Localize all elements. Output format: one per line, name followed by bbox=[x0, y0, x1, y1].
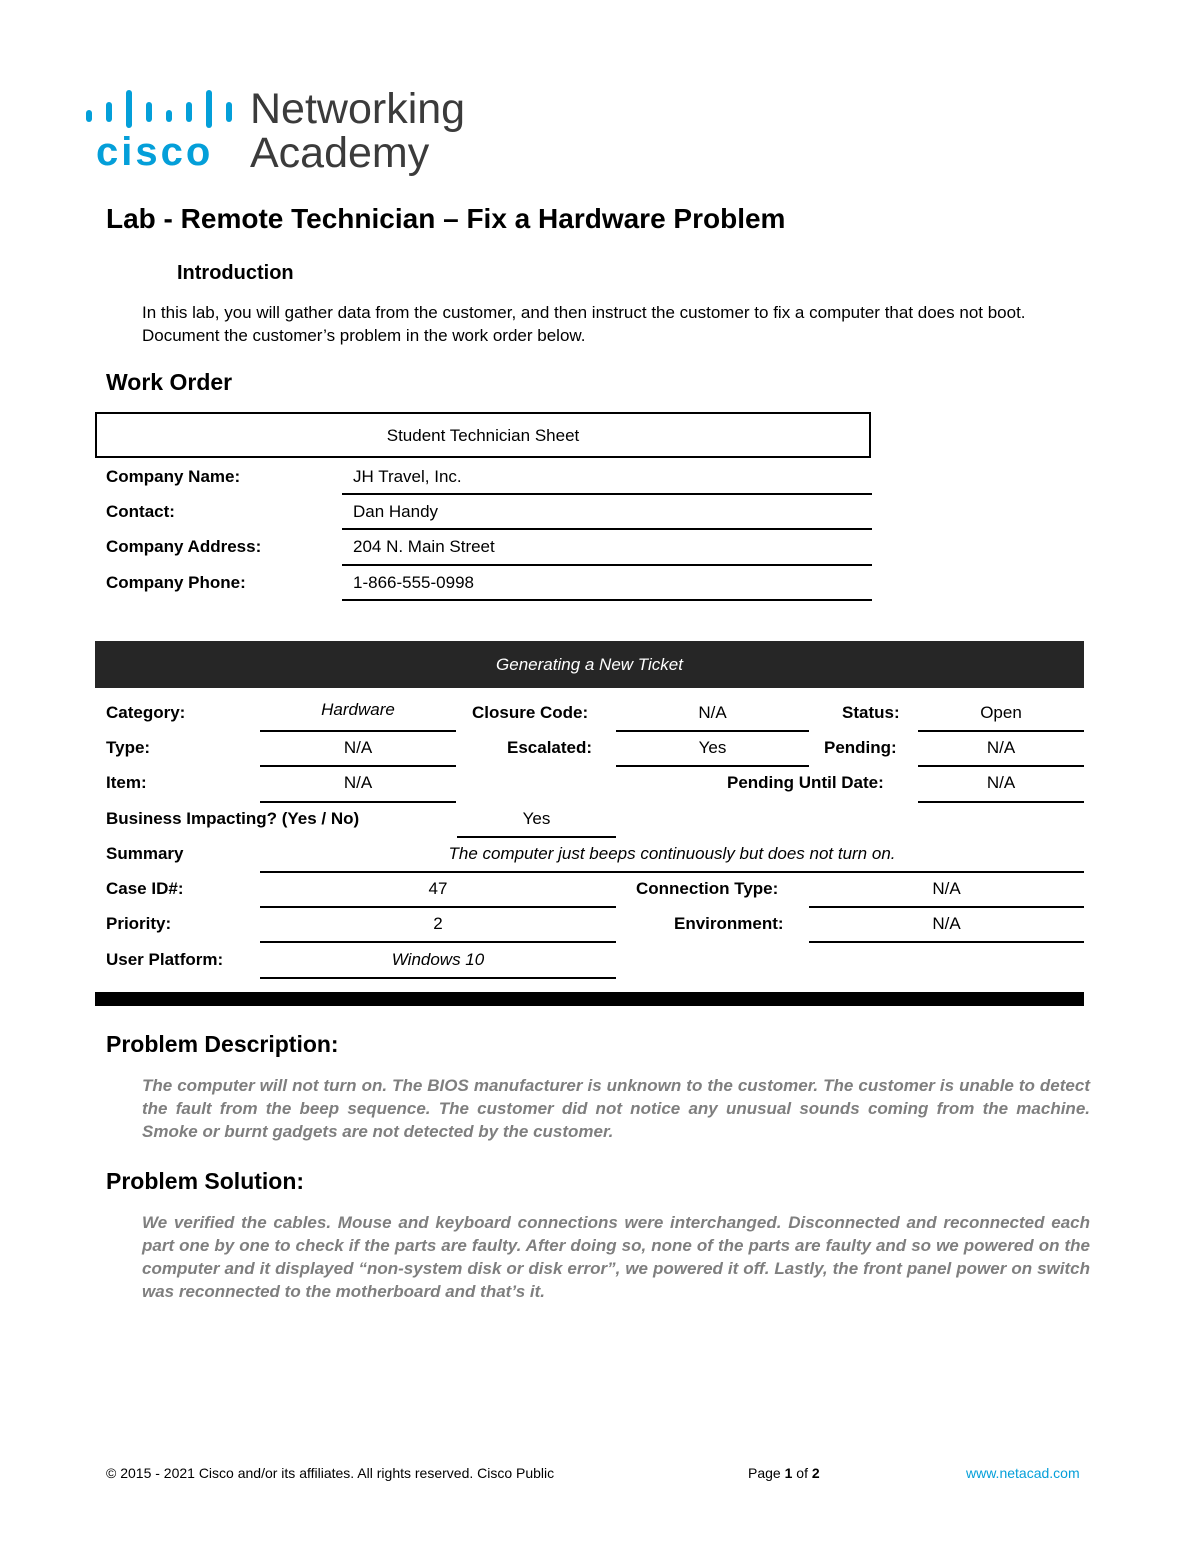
pending-until-underline bbox=[918, 801, 1084, 803]
escalated-underline bbox=[616, 765, 809, 767]
contact-value: Dan Handy bbox=[353, 502, 439, 521]
item-underline bbox=[260, 801, 456, 803]
work-order-heading: Work Order bbox=[106, 369, 233, 395]
company-phone-label: Company Phone: bbox=[106, 573, 246, 592]
pending-label: Pending: bbox=[824, 738, 897, 757]
summary-label: Summary bbox=[106, 844, 184, 863]
cisco-bars-icon bbox=[86, 90, 232, 128]
logo-academy: Academy bbox=[250, 129, 430, 177]
case-id-value: 47 bbox=[428, 879, 448, 898]
introduction-text: In this lab, you will gather data from the customer, and then instruct the customer to fix a computer that does not boot. Document the customer’s problem in the work order below. bbox=[142, 303, 1026, 345]
escalated-label: Escalated: bbox=[507, 738, 593, 757]
closure-code-label: Closure Code: bbox=[472, 703, 589, 722]
company-phone-underline bbox=[342, 599, 872, 601]
environment-value: N/A bbox=[932, 914, 961, 933]
user-platform-underline bbox=[260, 977, 616, 979]
business-impacting-label: Business Impacting? (Yes / No) bbox=[106, 809, 360, 828]
pending-underline bbox=[918, 765, 1084, 767]
business-impacting-value: Yes bbox=[522, 809, 551, 828]
problem-description-text: The computer will not turn on. The BIOS manufacturer is unknown to the customer. The customer is unable to detect the fault from the beep sequence. The customer did not notice any unusual sounds coming from the machine. Smoke or burnt gadgets are not detected by the customer. bbox=[142, 1076, 1090, 1141]
user-platform-value: Windows 10 bbox=[391, 950, 485, 969]
company-name-value: JH Travel, Inc. bbox=[353, 467, 462, 486]
priority-value: 2 bbox=[433, 914, 443, 933]
page-title: Lab - Remote Technician – Fix a Hardware Problem bbox=[106, 203, 786, 234]
case-id-underline bbox=[260, 906, 616, 908]
case-id-label: Case ID#: bbox=[106, 879, 184, 898]
footer-copyright: © 2015 - 2021 Cisco and/or its affiliates. All rights reserved. Cisco Public bbox=[106, 1465, 555, 1481]
escalated-value: Yes bbox=[698, 738, 727, 757]
netacad-link[interactable]: www.netacad.com bbox=[966, 1465, 1080, 1481]
connection-type-value: N/A bbox=[932, 879, 961, 898]
summary-value: The computer just beeps continuously but does not turn on. bbox=[448, 844, 896, 863]
company-address-underline bbox=[342, 564, 872, 566]
cisco-wordmark: cisco bbox=[96, 130, 214, 174]
sheet-title: Student Technician Sheet bbox=[386, 426, 580, 445]
pending-until-value: N/A bbox=[986, 773, 1016, 792]
page-total: 2 bbox=[811, 1465, 820, 1481]
status-label: Status: bbox=[842, 703, 900, 722]
item-value: N/A bbox=[343, 773, 373, 792]
problem-description-heading: Problem Description: bbox=[106, 1031, 339, 1057]
company-name-underline bbox=[342, 493, 872, 495]
problem-solution-text: We verified the cables. Mouse and keyboard connections were interchanged. Disconnected and reconnected each part one by one to check if the parts are faulty. After doing so, none of the parts are faulty and so we powered on the computer and it displayed “non-system disk or disk error”, we powered it off. Lastly, the front panel power on switch was reconnected to the motherboard and that’s it. bbox=[142, 1213, 1090, 1301]
type-underline bbox=[260, 765, 456, 767]
company-phone-value: 1-866-555-0998 bbox=[353, 573, 474, 592]
problem-solution-heading: Problem Solution: bbox=[106, 1168, 305, 1194]
page-prefix: Page bbox=[748, 1465, 785, 1481]
page-mid: of bbox=[792, 1465, 812, 1481]
summary-underline bbox=[260, 871, 1084, 873]
contact-underline bbox=[342, 528, 872, 530]
company-address-value: 204 N. Main Street bbox=[353, 537, 495, 556]
connection-type-label: Connection Type: bbox=[636, 879, 779, 898]
type-value: N/A bbox=[343, 738, 373, 757]
environment-label: Environment: bbox=[674, 914, 784, 933]
company-name-label: Company Name: bbox=[106, 467, 241, 486]
priority-label: Priority: bbox=[106, 914, 172, 933]
business-impacting-underline bbox=[457, 836, 616, 838]
category-value: Hardware bbox=[321, 700, 395, 719]
priority-underline bbox=[260, 941, 616, 943]
pending-until-label: Pending Until Date: bbox=[727, 773, 884, 792]
pending-value: N/A bbox=[986, 738, 1016, 757]
logo-networking: Networking bbox=[250, 85, 466, 133]
ticket-footer-bar bbox=[95, 992, 1084, 1006]
status-value: Open bbox=[980, 703, 1022, 722]
category-underline bbox=[260, 730, 456, 732]
introduction-heading: Introduction bbox=[177, 262, 294, 284]
contact-label: Contact: bbox=[106, 502, 175, 521]
company-address-label: Company Address: bbox=[106, 537, 262, 556]
environment-underline bbox=[809, 941, 1084, 943]
category-label: Category: bbox=[106, 703, 186, 722]
type-label: Type: bbox=[106, 738, 151, 757]
connection-type-underline bbox=[809, 906, 1084, 908]
status-underline bbox=[918, 730, 1084, 732]
footer-page-number bbox=[748, 1465, 820, 1481]
closure-code-underline bbox=[616, 730, 809, 732]
item-label: Item: bbox=[106, 773, 147, 792]
page-current: 1 bbox=[784, 1465, 793, 1481]
user-platform-label: User Platform: bbox=[106, 950, 224, 969]
ticket-header: Generating a New Ticket bbox=[496, 655, 683, 674]
closure-code-value: N/A bbox=[698, 703, 727, 722]
